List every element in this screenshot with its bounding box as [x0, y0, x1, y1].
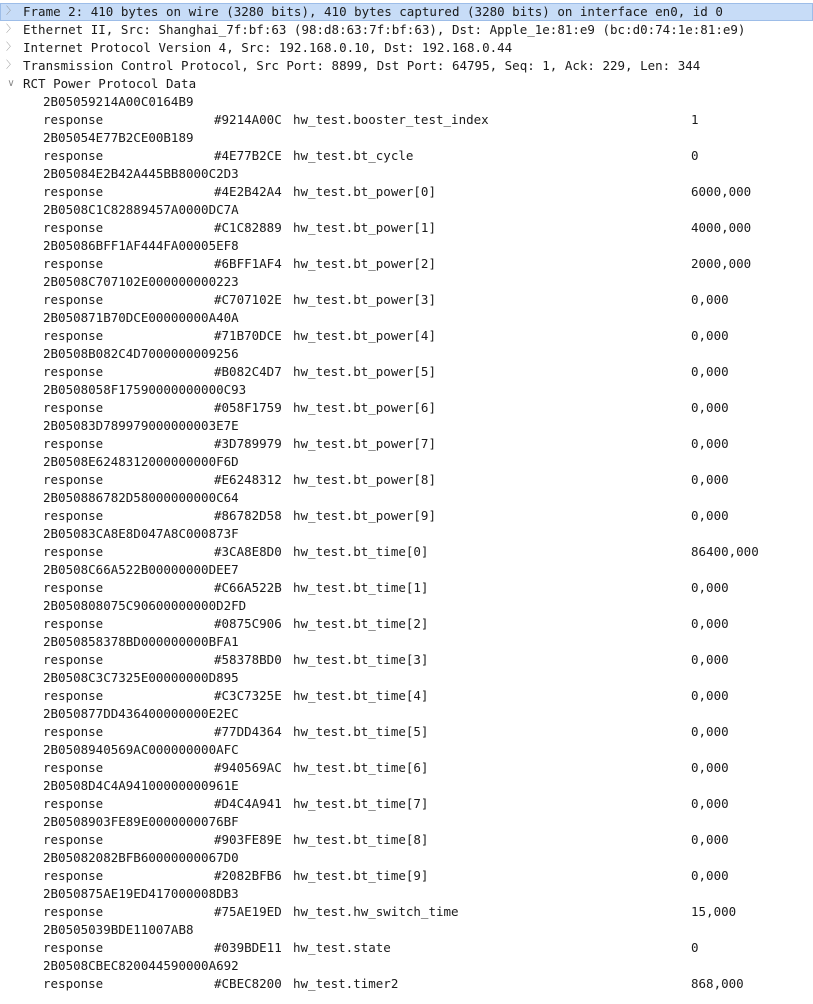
record-response-row[interactable] [0, 795, 813, 813]
record-hex-row[interactable] [0, 597, 813, 615]
record-id: #940569AC [214, 760, 282, 775]
record-kind: response [43, 256, 104, 271]
record-name: hw_test.bt_power[6] [293, 400, 436, 415]
tree-node-label: Internet Protocol Version 4, Src: 192.168.0.10, Dst: 192.168.0.44 [23, 40, 513, 55]
record-kind: response [43, 292, 104, 307]
record-name: hw_test.bt_power[8] [293, 472, 436, 487]
record-response-row[interactable] [0, 399, 813, 417]
record-hex: 2B0508D4C4A94100000000961E [43, 778, 239, 793]
record-kind: response [43, 760, 104, 775]
record-hex: 2B0508C707102E000000000223 [43, 274, 239, 289]
record-kind: response [43, 400, 104, 415]
record-response-row[interactable] [0, 867, 813, 885]
record-hex: 2B050875AE19ED417000008DB3 [43, 886, 239, 901]
record-name: hw_test.state [293, 940, 391, 955]
record-id: #CBEC8200 [214, 976, 282, 991]
record-response-row[interactable] [0, 111, 813, 129]
tree-node-3[interactable] [0, 57, 813, 75]
record-id: #C66A522B [214, 580, 282, 595]
record-kind: response [43, 796, 104, 811]
record-name: hw_test.bt_time[6] [293, 760, 429, 775]
record-kind: response [43, 832, 104, 847]
record-response-row[interactable] [0, 363, 813, 381]
record-hex-row[interactable] [0, 741, 813, 759]
record-value: 15,000 [691, 904, 737, 919]
record-kind: response [43, 508, 104, 523]
record-id: #E6248312 [214, 472, 282, 487]
record-hex-row[interactable] [0, 201, 813, 219]
record-hex: 2B050886782D58000000000C64 [43, 490, 239, 505]
record-hex: 2B0508B082C4D7000000009256 [43, 346, 239, 361]
record-value: 0,000 [691, 724, 729, 739]
record-value: 0,000 [691, 796, 729, 811]
record-hex: 2B0508C3C7325E00000000D895 [43, 670, 239, 685]
record-name: hw_test.bt_power[1] [293, 220, 436, 235]
record-id: #58378BD0 [214, 652, 282, 667]
tree-node-label: Ethernet II, Src: Shanghai_7f:bf:63 (98:d8:63:7f:bf:63), Dst: Apple_1e:81:e9 (bc:d0:74:1e:81:e9) [23, 22, 746, 37]
record-hex: 2B0508CBEC820044590000A692 [43, 958, 239, 973]
record-hex-row[interactable] [0, 885, 813, 903]
record-id: #4E77B2CE [214, 148, 282, 163]
record-value: 0,000 [691, 436, 729, 451]
record-id: #4E2B42A4 [214, 184, 282, 199]
record-id: #2082BFB6 [214, 868, 282, 883]
record-kind: response [43, 904, 104, 919]
record-id: #0875C906 [214, 616, 282, 631]
record-kind: response [43, 472, 104, 487]
record-response-row[interactable] [0, 507, 813, 525]
record-response-row[interactable] [0, 687, 813, 705]
record-response-row[interactable] [0, 903, 813, 921]
record-response-row[interactable] [0, 615, 813, 633]
record-name: hw_test.bt_time[8] [293, 832, 429, 847]
record-hex: 2B050877DD436400000000E2EC [43, 706, 239, 721]
tree-node-label: Transmission Control Protocol, Src Port: 8899, Dst Port: 64795, Seq: 1, Ack: 229, Len: 344 [23, 58, 701, 73]
record-value: 1 [691, 112, 699, 127]
record-name: hw_test.hw_switch_time [293, 904, 459, 919]
record-name: hw_test.bt_cycle [293, 148, 414, 163]
record-hex: 2B050871B70DCE00000000A40A [43, 310, 239, 325]
record-hex: 2B05054E77B2CE00B189 [43, 130, 194, 145]
record-hex: 2B05086BFF1AF444FA00005EF8 [43, 238, 239, 253]
record-response-row[interactable] [0, 327, 813, 345]
record-value: 2000,000 [691, 256, 752, 271]
record-id: #3D789979 [214, 436, 282, 451]
tree-node-label: Frame 2: 410 bytes on wire (3280 bits), 410 bytes captured (3280 bits) on interface en0, id 0 [23, 4, 723, 19]
record-kind: response [43, 148, 104, 163]
record-id: #D4C4A941 [214, 796, 282, 811]
record-id: #3CA8E8D0 [214, 544, 282, 559]
record-hex-row[interactable] [0, 705, 813, 723]
record-kind: response [43, 112, 104, 127]
record-response-row[interactable] [0, 651, 813, 669]
record-name: hw_test.bt_time[9] [293, 868, 429, 883]
record-hex: 2B05083CA8E8D047A8C000873F [43, 526, 239, 541]
record-name: hw_test.bt_power[4] [293, 328, 436, 343]
record-response-row[interactable] [0, 723, 813, 741]
record-hex: 2B05059214A00C0164B9 [43, 94, 194, 109]
record-hex-row[interactable] [0, 93, 813, 111]
record-kind: response [43, 724, 104, 739]
record-hex-row[interactable] [0, 381, 813, 399]
record-hex: 2B0505039BDE11007AB8 [43, 922, 194, 937]
record-hex-row[interactable] [0, 489, 813, 507]
record-response-row[interactable] [0, 543, 813, 561]
record-hex-row[interactable] [0, 957, 813, 975]
record-id: #903FE89E [214, 832, 282, 847]
record-response-row[interactable] [0, 291, 813, 309]
record-value: 0,000 [691, 400, 729, 415]
record-kind: response [43, 364, 104, 379]
record-value: 0 [691, 148, 699, 163]
tree-node-label: RCT Power Protocol Data [23, 76, 197, 91]
record-name: hw_test.timer2 [293, 976, 399, 991]
record-response-row[interactable] [0, 219, 813, 237]
record-id: #9214A00C [214, 112, 282, 127]
record-hex-row[interactable] [0, 309, 813, 327]
record-hex-row[interactable] [0, 129, 813, 147]
record-value: 86400,000 [691, 544, 759, 559]
record-kind: response [43, 544, 104, 559]
record-value: 0,000 [691, 580, 729, 595]
record-kind: response [43, 616, 104, 631]
record-value: 0,000 [691, 760, 729, 775]
record-value: 0,000 [691, 616, 729, 631]
record-value: 0,000 [691, 652, 729, 667]
record-hex-row[interactable] [0, 777, 813, 795]
record-name: hw_test.bt_time[2] [293, 616, 429, 631]
record-hex: 2B05084E2B42A445BB8000C2D3 [43, 166, 239, 181]
record-value: 0,000 [691, 868, 729, 883]
record-hex: 2B0508C1C82889457A0000DC7A [43, 202, 239, 217]
record-kind: response [43, 976, 104, 991]
record-response-row[interactable] [0, 759, 813, 777]
record-name: hw_test.booster_test_index [293, 112, 489, 127]
chevron-right-icon[interactable]: 〉 [6, 60, 16, 71]
record-value: 0,000 [691, 328, 729, 343]
record-kind: response [43, 580, 104, 595]
record-name: hw_test.bt_time[1] [293, 580, 429, 595]
record-value: 0,000 [691, 472, 729, 487]
record-kind: response [43, 328, 104, 343]
record-value: 6000,000 [691, 184, 752, 199]
record-hex: 2B050808075C90600000000D2FD [43, 598, 247, 613]
record-id: #C1C82889 [214, 220, 282, 235]
record-id: #B082C4D7 [214, 364, 282, 379]
record-kind: response [43, 220, 104, 235]
record-value: 0 [691, 940, 699, 955]
chevron-right-icon[interactable]: 〉 [6, 24, 16, 35]
record-name: hw_test.bt_time[3] [293, 652, 429, 667]
record-id: #71B70DCE [214, 328, 282, 343]
record-name: hw_test.bt_power[3] [293, 292, 436, 307]
tree-node-0[interactable] [0, 3, 813, 21]
record-kind: response [43, 688, 104, 703]
record-id: #6BFF1AF4 [214, 256, 282, 271]
record-value: 0,000 [691, 508, 729, 523]
record-response-row[interactable] [0, 183, 813, 201]
record-value: 0,000 [691, 832, 729, 847]
record-name: hw_test.bt_time[4] [293, 688, 429, 703]
record-response-row[interactable] [0, 579, 813, 597]
record-response-row[interactable] [0, 831, 813, 849]
record-value: 0,000 [691, 364, 729, 379]
record-name: hw_test.bt_power[7] [293, 436, 436, 451]
record-hex-row[interactable] [0, 237, 813, 255]
record-id: #039BDE11 [214, 940, 282, 955]
chevron-right-icon[interactable]: 〉 [6, 6, 16, 17]
record-response-row[interactable] [0, 939, 813, 957]
record-response-row[interactable] [0, 435, 813, 453]
record-hex-row[interactable] [0, 921, 813, 939]
record-id: #C707102E [214, 292, 282, 307]
record-value: 868,000 [691, 976, 744, 991]
record-name: hw_test.bt_power[5] [293, 364, 436, 379]
chevron-right-icon[interactable]: 〉 [6, 42, 16, 53]
record-id: #C3C7325E [214, 688, 282, 703]
record-hex-row[interactable] [0, 813, 813, 831]
record-id: #75AE19ED [214, 904, 282, 919]
tree-node-1[interactable] [0, 21, 813, 39]
record-hex: 2B0508E6248312000000000F6D [43, 454, 239, 469]
tree-node-4[interactable] [0, 75, 813, 93]
record-hex: 2B050858378BD000000000BFA1 [43, 634, 239, 649]
record-kind: response [43, 652, 104, 667]
record-hex: 2B0508940569AC000000000AFC [43, 742, 239, 757]
record-hex-row[interactable] [0, 561, 813, 579]
record-response-row[interactable] [0, 255, 813, 273]
record-kind: response [43, 184, 104, 199]
record-value: 0,000 [691, 292, 729, 307]
record-name: hw_test.bt_power[9] [293, 508, 436, 523]
record-hex: 2B05082082BFB60000000067D0 [43, 850, 239, 865]
record-hex-row[interactable] [0, 849, 813, 867]
record-kind: response [43, 436, 104, 451]
record-hex-row[interactable] [0, 273, 813, 291]
record-hex-row[interactable] [0, 633, 813, 651]
record-hex-row[interactable] [0, 417, 813, 435]
record-hex-row[interactable] [0, 165, 813, 183]
record-kind: response [43, 940, 104, 955]
record-name: hw_test.bt_time[7] [293, 796, 429, 811]
chevron-down-icon[interactable]: ∨ [7, 78, 15, 89]
record-id: #058F1759 [214, 400, 282, 415]
record-name: hw_test.bt_power[0] [293, 184, 436, 199]
record-hex: 2B0508C66A522B00000000DEE7 [43, 562, 239, 577]
record-name: hw_test.bt_power[2] [293, 256, 436, 271]
record-name: hw_test.bt_time[5] [293, 724, 429, 739]
record-hex: 2B0508903FE89E0000000076BF [43, 814, 239, 829]
record-name: hw_test.bt_time[0] [293, 544, 429, 559]
record-response-row[interactable] [0, 471, 813, 489]
record-id: #86782D58 [214, 508, 282, 523]
record-hex-row[interactable] [0, 345, 813, 363]
record-id: #77DD4364 [214, 724, 282, 739]
record-response-row[interactable] [0, 975, 813, 993]
record-hex: 2B05083D789979000000003E7E [43, 418, 239, 433]
record-value: 4000,000 [691, 220, 752, 235]
record-hex-row[interactable] [0, 525, 813, 543]
record-value: 0,000 [691, 688, 729, 703]
tree-node-2[interactable] [0, 39, 813, 57]
record-hex-row[interactable] [0, 669, 813, 687]
record-kind: response [43, 868, 104, 883]
record-hex-row[interactable] [0, 453, 813, 471]
record-response-row[interactable] [0, 147, 813, 165]
record-hex: 2B0508058F17590000000000C93 [43, 382, 247, 397]
